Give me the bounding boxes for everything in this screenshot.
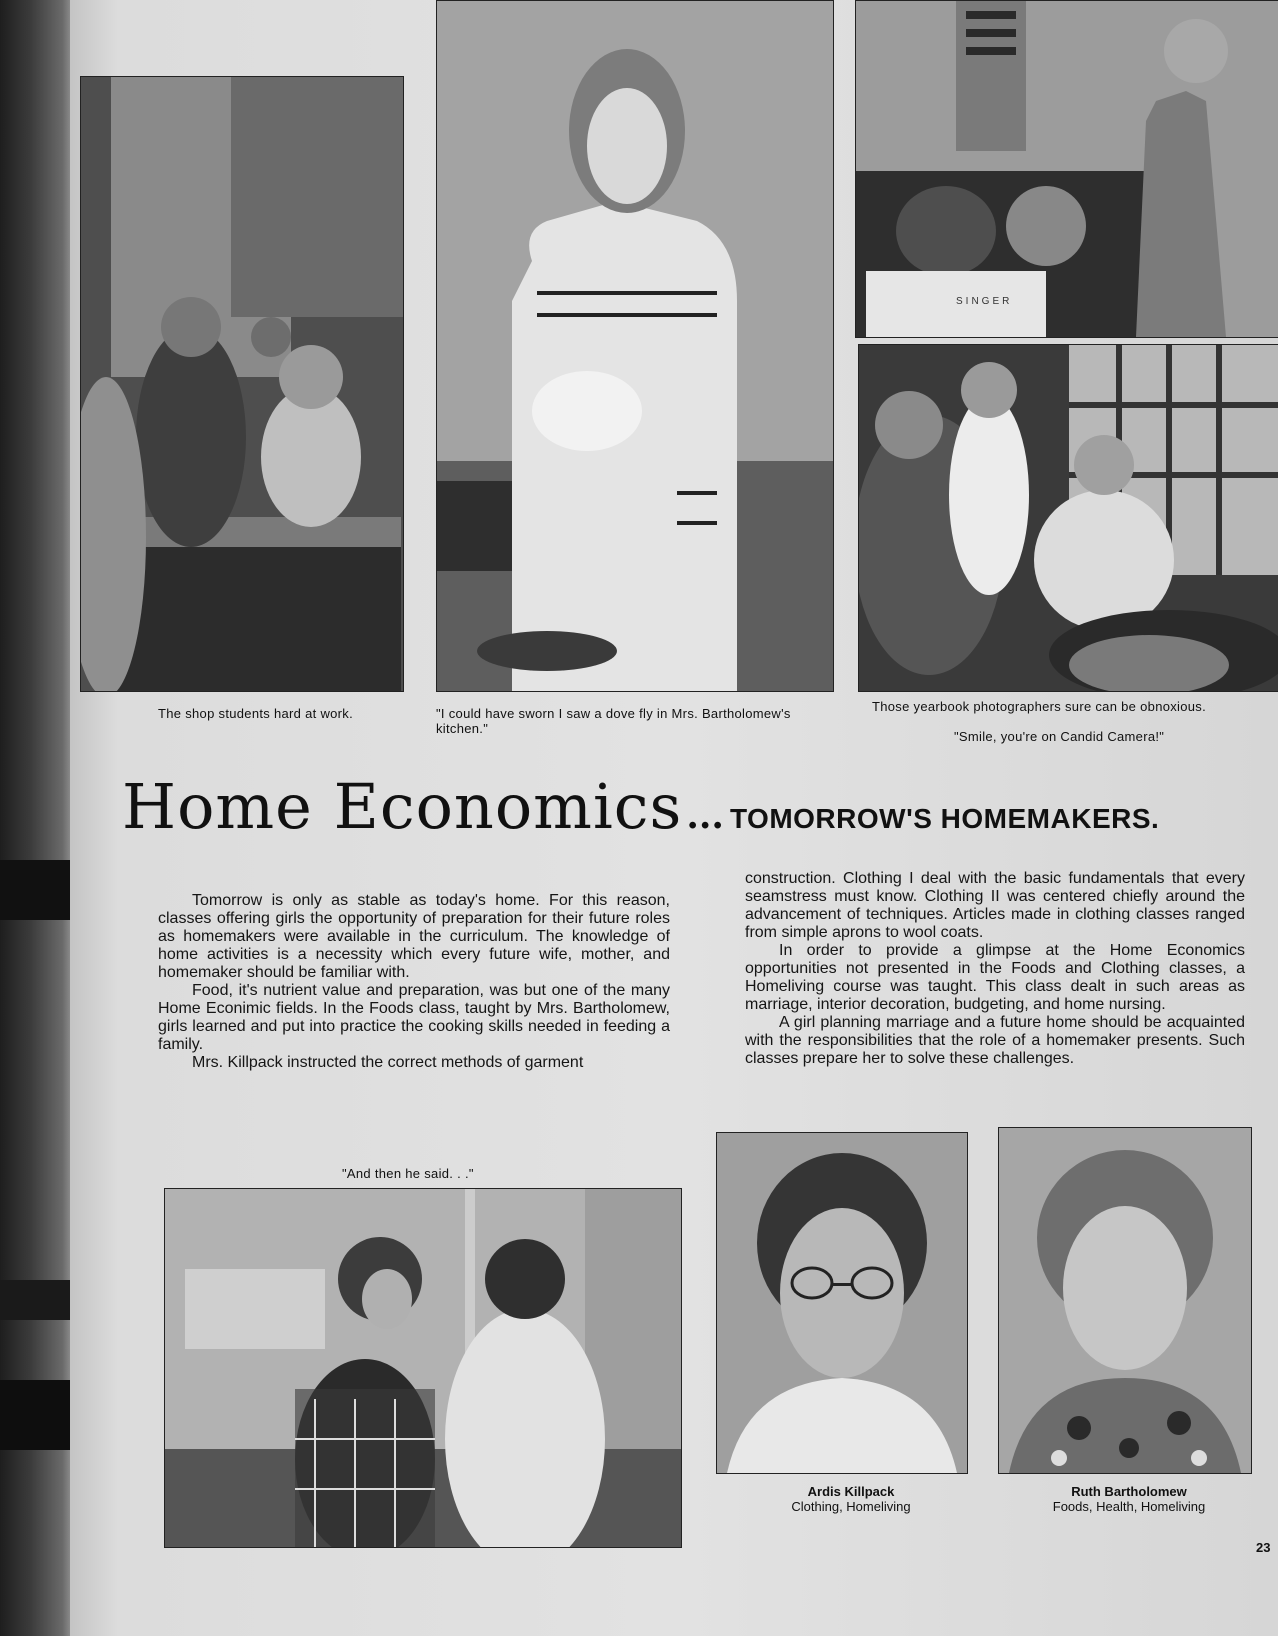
conversation-caption: "And then he said. . ." xyxy=(342,1166,474,1181)
headline-main: Home Economics xyxy=(122,770,683,843)
article-paragraph: Tomorrow is only as stable as today's home. For this reason, classes offering girls the opportunity of preparation for their future roles as homemakers were available in the curriculum. The knowledge of home activities is a necessity which every future wife, mother, and homemaker should be familiar with. xyxy=(158,892,670,981)
page-number: 23 xyxy=(1256,1540,1271,1555)
shop-students-photo xyxy=(80,76,404,692)
article-column-left xyxy=(158,892,670,1072)
article-paragraph: A girl planning marriage and a future home should be acquainted with the responsibilities that the role of a homemaker presents. Such classes prepare her to solve these challenges. xyxy=(745,1014,1245,1067)
candid-camera-caption: "Smile, you're on Candid Camera!" xyxy=(954,729,1165,744)
candid-camera-photo xyxy=(858,344,1278,692)
singer-label: SINGER xyxy=(956,296,1013,307)
teacher-name: Ruth Bartholomew xyxy=(1071,1484,1187,1499)
dove-photo xyxy=(436,0,834,692)
article-paragraph: construction. Clothing I deal with the basic fundamentals that every seamstress must know. Clothing II was centered chiefly around the advancement of techniques. Articles made in clothing classes ranged from simple aprons to wool coats. xyxy=(745,870,1245,941)
article-paragraph: Mrs. Killpack instructed the correct methods of garment xyxy=(192,1054,584,1071)
teacher-name: Ardis Killpack xyxy=(807,1484,895,1499)
headline-sub: TOMORROW'S HOMEMAKERS. xyxy=(729,803,1160,834)
sewing-machine-photo xyxy=(855,0,1278,338)
article-paragraph: In order to provide a glimpse at the Home Economics opportunities not presented in the Foods and Clothing classes, a Homeliving course was taught. This class dealt in such areas as marriage, interior decoration, budgeting, and home nursing. xyxy=(745,942,1245,1013)
teacher-subjects: Foods, Health, Homeliving xyxy=(1052,1499,1206,1514)
dove-caption: "I could have sworn I saw a dove fly in Mrs. Bartholomew's kitchen." xyxy=(436,706,791,736)
portrait-ardis-killpack xyxy=(716,1132,968,1474)
portrait-ruth-bartholomew xyxy=(998,1127,1252,1474)
teacher-caption-bartholomew xyxy=(1024,1484,1234,1514)
shop-students-caption: The shop students hard at work. xyxy=(158,706,354,721)
teacher-caption-killpack xyxy=(746,1484,956,1514)
article-column-right xyxy=(745,870,1245,1068)
teacher-subjects: Clothing, Homeliving xyxy=(791,1499,911,1514)
page-headline xyxy=(122,770,1272,843)
article-paragraph: Food, it's nutrient value and preparation, was but one of the many Home Econimic fields. In the Foods class, taught by Mrs. Bartholomew, girls learned and put into practice the cooking skills needed in feeding a family. xyxy=(158,982,670,1053)
conversation-photo xyxy=(164,1188,682,1548)
book-spine xyxy=(0,0,78,1636)
sewing-machine-caption: Those yearbook photographers sure can be obnoxious. xyxy=(872,699,1207,714)
headline-dots: ... xyxy=(686,795,724,837)
